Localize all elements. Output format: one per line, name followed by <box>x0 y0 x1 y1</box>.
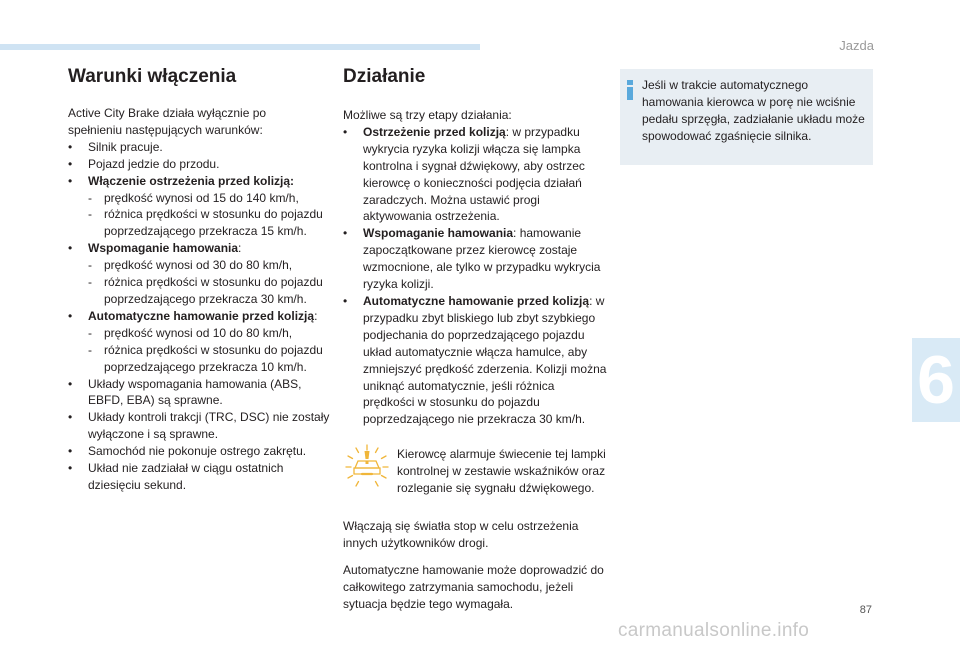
condition-item: • Układy kontroli trakcji (TRC, DSC) nie zostały wyłączone i są sprawne. <box>68 409 330 443</box>
operation-stage-item: • Ostrzeżenie przed kolizją: w przypadku wykrycia ryzyka kolizji włącza się lampka kontrolna i sygnał dźwiękowy, aby ostrzec kierowcę o konieczności podjęcia działań zaradczych. Można ustawić progi aktywowania ostrzeżenia. <box>343 124 608 225</box>
condition-label: Włączenie ostrzeżenia przed kolizją: <box>88 173 295 188</box>
condition-label: Automatyczne hamowanie przed kolizją <box>88 308 315 323</box>
condition-subitem: - prędkość wynosi od 15 do 140 km/h, <box>88 190 330 207</box>
info-note-box <box>620 69 873 165</box>
activation-intro-line-1: Active City Brake działa wyłącznie po <box>68 106 267 120</box>
watermark: carmanualsonline.info <box>618 620 810 641</box>
stage-label: Ostrzeżenie przed kolizją <box>363 124 506 139</box>
stage-label: Wspomaganie hamowania <box>363 226 514 241</box>
activation-intro-line-2: spełnieniu następujących warunków: <box>68 122 263 137</box>
condition-subitem: - różnica prędkości w stosunku do pojazdu poprzedzającego przekracza 15 km/h. <box>88 206 330 240</box>
operation-stage-list <box>343 124 608 428</box>
operation-section <box>343 66 608 613</box>
condition-item <box>68 173 330 241</box>
operation-intro: Możliwe są trzy etapy działania: <box>343 108 512 122</box>
condition-item: • Samochód nie pokonuje ostrego zakrętu. <box>68 443 330 460</box>
operation-stage-item: • Wspomaganie hamowania: hamowanie zapoczątkowane przez kierowcę zostaje wzmocnione, ale tylko w przypadku wykrycia ryzyka kolizji. <box>343 225 608 293</box>
operation-stage-item: • Automatyczne hamowanie przed kolizją: w przypadku zbyt bliskiego lub zbyt szybkiego podjechania do poprzedzającego pojazdu układ automatycznie włącza hamulce, aby zmniejszyć prędkość zderzenia. Kolizji można uniknąć automatycznie, jeśli różnica prędkości w stosunku do pojazdu poprzedzającego nie przekracza 30 km/h. <box>343 293 608 428</box>
full-stop-paragraph: Automatyczne hamowanie może doprowadzić do całkowitego zatrzymania samochodu, jeżeli sytuacja będzie tego wymagała. <box>343 563 604 611</box>
activation-conditions-heading: Warunki włączenia <box>68 66 237 87</box>
page-number: 87 <box>859 604 872 616</box>
condition-item: • Układ nie zadziałał w ciągu ostatnich dziesięciu sekund. <box>68 460 330 494</box>
condition-item: • Układy wspomagania hamowania (ABS, EBFD, EBA) są sprawne. <box>68 376 330 410</box>
condition-list <box>68 139 330 494</box>
condition-subitem: - różnica prędkości w stosunku do pojazdu poprzedzającego przekracza 10 km/h. <box>88 342 330 376</box>
condition-item: • Silnik pracuje. <box>68 139 330 156</box>
condition-sublist <box>88 325 330 376</box>
info-icon <box>625 80 635 100</box>
condition-item: • Wspomaganie hamowania: - prędkość wynosi od 30 do 80 km/h, - różnica prędkości w stosunku do pojazdu poprzedzającego przekracza 30 km/h. <box>68 240 330 308</box>
activation-conditions-section <box>68 66 330 494</box>
chapter-number-tab: 6 <box>912 338 960 422</box>
condition-subitem: - prędkość wynosi od 30 do 80 km/h, <box>88 257 330 274</box>
condition-sublist <box>88 190 330 241</box>
condition-subitem: - prędkość wynosi od 10 do 80 km/h, <box>88 325 330 342</box>
operation-heading: Działanie <box>343 66 426 87</box>
activation-intro <box>68 105 330 139</box>
warning-lamp-text: Kierowcę alarmuje świecenie tej lampki kontrolnej w zestawie wskaźników oraz rozleganie się sygnału dźwiękowego. <box>397 447 606 496</box>
condition-label: Wspomaganie hamowania <box>88 241 239 256</box>
info-note-text: Jeśli w trakcie automatycznego hamowania kierowca w porę nie wciśnie pedału sprzęgła, zadziałanie układu może spowodować zgaśnięcie silnika. <box>642 78 865 143</box>
brake-lights-paragraph: Włączają się światła stop w celu ostrzeżenia innych użytkowników drogi. <box>343 519 579 551</box>
warning-lamp-note <box>343 446 608 506</box>
header-accent-bar <box>0 44 480 50</box>
stage-label: Automatyczne hamowanie przed kolizją <box>363 293 590 308</box>
section-title: Jazda <box>839 38 874 53</box>
condition-sublist <box>88 257 330 308</box>
collision-warning-lamp-icon <box>344 443 390 489</box>
condition-item: • Pojazd jedzie do przodu. <box>68 156 330 173</box>
condition-item: • Automatyczne hamowanie przed kolizją: - prędkość wynosi od 10 do 80 km/h, - różnica prędkości w stosunku do pojazdu poprzedzającego przekracza 10 km/h. <box>68 308 330 376</box>
condition-subitem: - różnica prędkości w stosunku do pojazdu poprzedzającego przekracza 30 km/h. <box>88 274 330 308</box>
